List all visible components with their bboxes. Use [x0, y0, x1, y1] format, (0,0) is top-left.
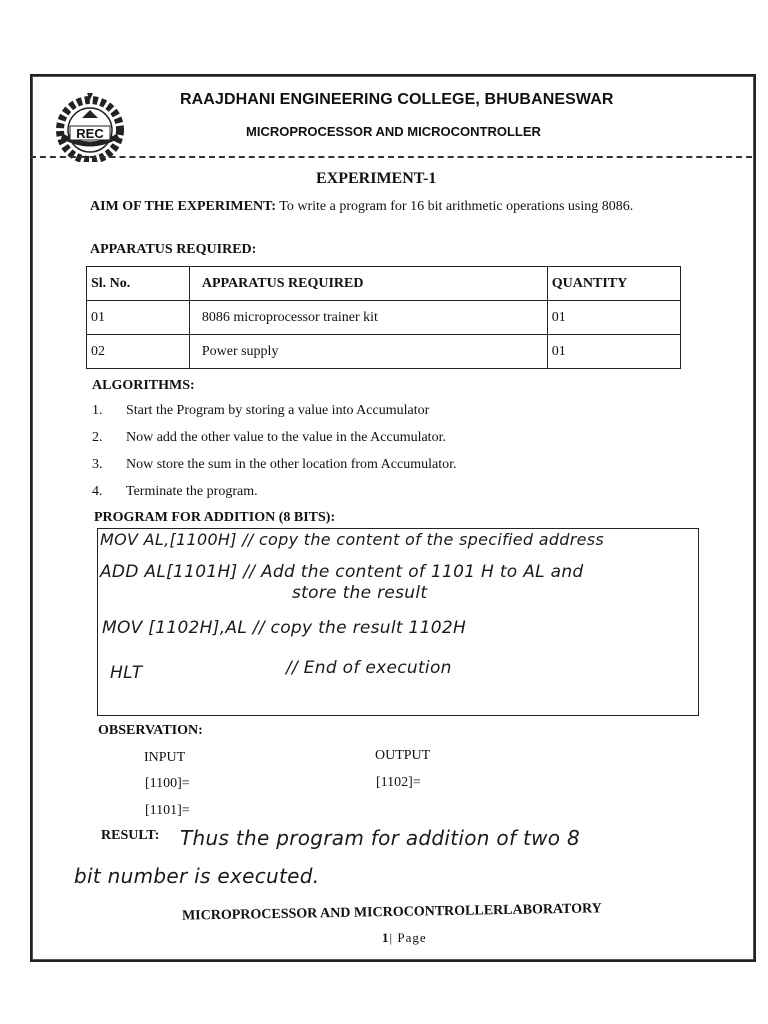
- college-logo: [40, 90, 140, 160]
- program-line: MOV AL,[1100H] // copy the content of the specified address: [100, 530, 605, 549]
- aim-label: AIM OF THE EXPERIMENT:: [90, 199, 277, 214]
- step-number: 1.: [92, 403, 103, 418]
- table-header-row: [87, 267, 681, 301]
- step-number: 4.: [92, 484, 103, 499]
- output-label: OUTPUT: [375, 748, 431, 763]
- page-num-value: 1: [382, 930, 390, 945]
- step-number: 2.: [92, 430, 103, 445]
- algorithm-step: [92, 430, 446, 446]
- result-label: RESULT:: [101, 828, 160, 843]
- apparatus-heading: APPARATUS REQUIRED:: [90, 242, 257, 257]
- input-1101: [1101]=: [145, 803, 190, 818]
- table-row: [87, 301, 681, 335]
- step-text: Now add the other value to the value in the Accumulator.: [126, 430, 446, 445]
- input-1100: [1100]=: [145, 776, 190, 791]
- apparatus-table: [86, 266, 681, 369]
- college-name: RAAJDHANI ENGINEERING COLLEGE, BHUBANESWAR: [180, 91, 614, 108]
- footer-title: MICROPROCESSOR AND MICROCONTROLLERLABORATORY: [181, 901, 602, 924]
- program-line: HLT: [110, 663, 143, 683]
- logo-letters: REC: [76, 126, 104, 141]
- algorithm-step: [92, 457, 456, 473]
- page-word: | Page: [389, 930, 427, 945]
- aim-text: To write a program for 16 bit arithmetic operations using 8086.: [276, 199, 634, 214]
- col-header-apparatus: APPARATUS REQUIRED: [189, 267, 547, 301]
- program-line: MOV [1102H],AL // copy the result 1102H: [102, 618, 467, 638]
- algorithm-step: [92, 484, 258, 500]
- result-line-1: Thus the program for addition of two 8: [180, 826, 580, 850]
- experiment-title: EXPERIMENT-1: [316, 170, 437, 187]
- aim-paragraph: [90, 197, 680, 216]
- program-line: // End of execution: [286, 658, 452, 678]
- step-text: Start the Program by storing a value into Accumulator: [126, 403, 430, 418]
- col-header-quantity: QUANTITY: [547, 267, 680, 301]
- page-number: [382, 930, 427, 946]
- algorithms-heading: ALGORITHMS:: [92, 378, 195, 393]
- result-line-2: bit number is executed.: [74, 864, 320, 888]
- output-1102: [1102]=: [376, 775, 421, 790]
- program-heading: PROGRAM FOR ADDITION (8 BITS):: [94, 510, 336, 525]
- observation-heading: OBSERVATION:: [98, 723, 203, 738]
- program-line: store the result: [292, 583, 428, 603]
- cell-slno: 02: [87, 335, 190, 369]
- algorithm-step: [92, 403, 429, 419]
- input-label: INPUT: [144, 750, 186, 765]
- cell-apparatus: Power supply: [189, 335, 547, 369]
- col-header-slno: Sl. No.: [87, 267, 190, 301]
- step-text: Terminate the program.: [126, 484, 258, 499]
- program-line: ADD AL[1101H] // Add the content of 1101 H to AL and: [100, 562, 584, 582]
- cell-quantity: 01: [547, 301, 680, 335]
- cell-quantity: 01: [547, 335, 680, 369]
- table-row: [87, 335, 681, 369]
- step-text: Now store the sum in the other location from Accumulator.: [126, 457, 457, 472]
- subject-name: MICROPROCESSOR AND MICROCONTROLLER: [246, 124, 541, 139]
- cell-slno: 01: [87, 301, 190, 335]
- step-number: 3.: [92, 457, 103, 472]
- cell-apparatus: 8086 microprocessor trainer kit: [189, 301, 547, 335]
- header-divider: [30, 156, 752, 158]
